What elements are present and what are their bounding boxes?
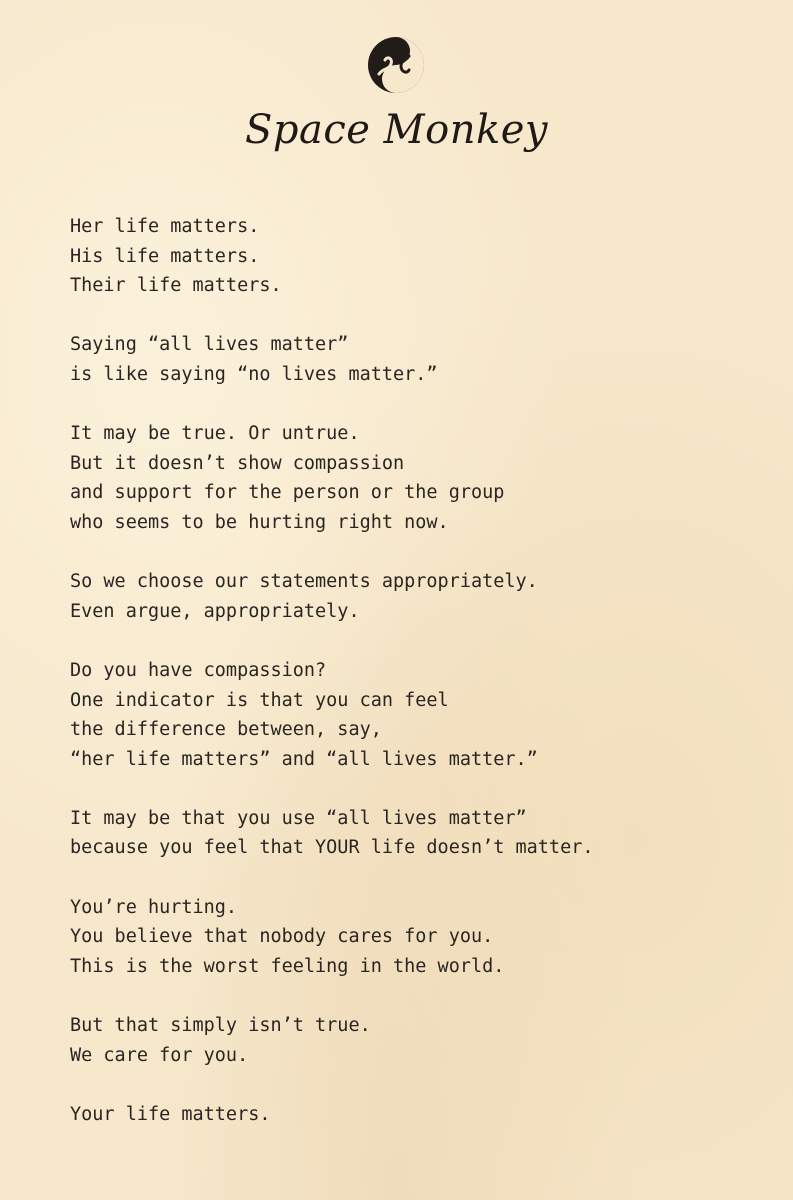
- poem-line: One indicator is that you can feel: [70, 689, 449, 711]
- poem-line: Even argue, appropriately.: [70, 600, 360, 622]
- poem-line: who seems to be hurting right now.: [70, 511, 449, 533]
- poem-line: We care for you.: [70, 1044, 249, 1066]
- poem-line: It may be true. Or untrue.: [70, 423, 360, 445]
- poem-stanza: [70, 656, 770, 774]
- poem-line: But it doesn’t show compassion: [70, 452, 405, 474]
- poem-stanza: [70, 1011, 770, 1070]
- brand-title: Space Monkey: [245, 107, 548, 153]
- poem-stanza: [70, 804, 770, 863]
- poem-line: His life matters.: [70, 245, 260, 267]
- poem-stanza: [70, 212, 770, 301]
- poem-line: Their life matters.: [70, 275, 282, 297]
- header: [0, 30, 793, 170]
- poem-body: [70, 212, 770, 1159]
- poem-line: and support for the person or the group: [70, 482, 505, 504]
- poem-line: Your life matters.: [70, 1103, 271, 1125]
- poem-stanza: [70, 893, 770, 982]
- poem-line: the difference between, say,: [70, 719, 382, 741]
- poem-stanza: [70, 330, 770, 389]
- poem-line: is like saying “no lives matter.”: [70, 363, 438, 385]
- poem-line: Her life matters.: [70, 216, 260, 237]
- poem-stanza: [70, 419, 770, 537]
- poem-line: You’re hurting.: [70, 896, 238, 918]
- poem-line: “her life matters” and “all lives matter.”: [70, 748, 538, 770]
- poem-line: So we choose our statements appropriately.: [70, 571, 538, 593]
- poem-line: You believe that nobody cares for you.: [70, 926, 494, 948]
- poem-stanza: [70, 1100, 770, 1130]
- poem-line: This is the worst feeling in the world.: [70, 955, 505, 977]
- poem-line: But that simply isn’t true.: [70, 1015, 371, 1037]
- poem-line: Saying “all lives matter”: [70, 334, 349, 356]
- yin-yang-monkey-icon: [365, 34, 427, 96]
- poem-stanza: [70, 567, 770, 626]
- poem-line: Do you have compassion?: [70, 659, 327, 681]
- poem-line: It may be that you use “all lives matter”: [70, 807, 527, 829]
- poem-line: because you feel that YOUR life doesn’t matter.: [70, 837, 594, 859]
